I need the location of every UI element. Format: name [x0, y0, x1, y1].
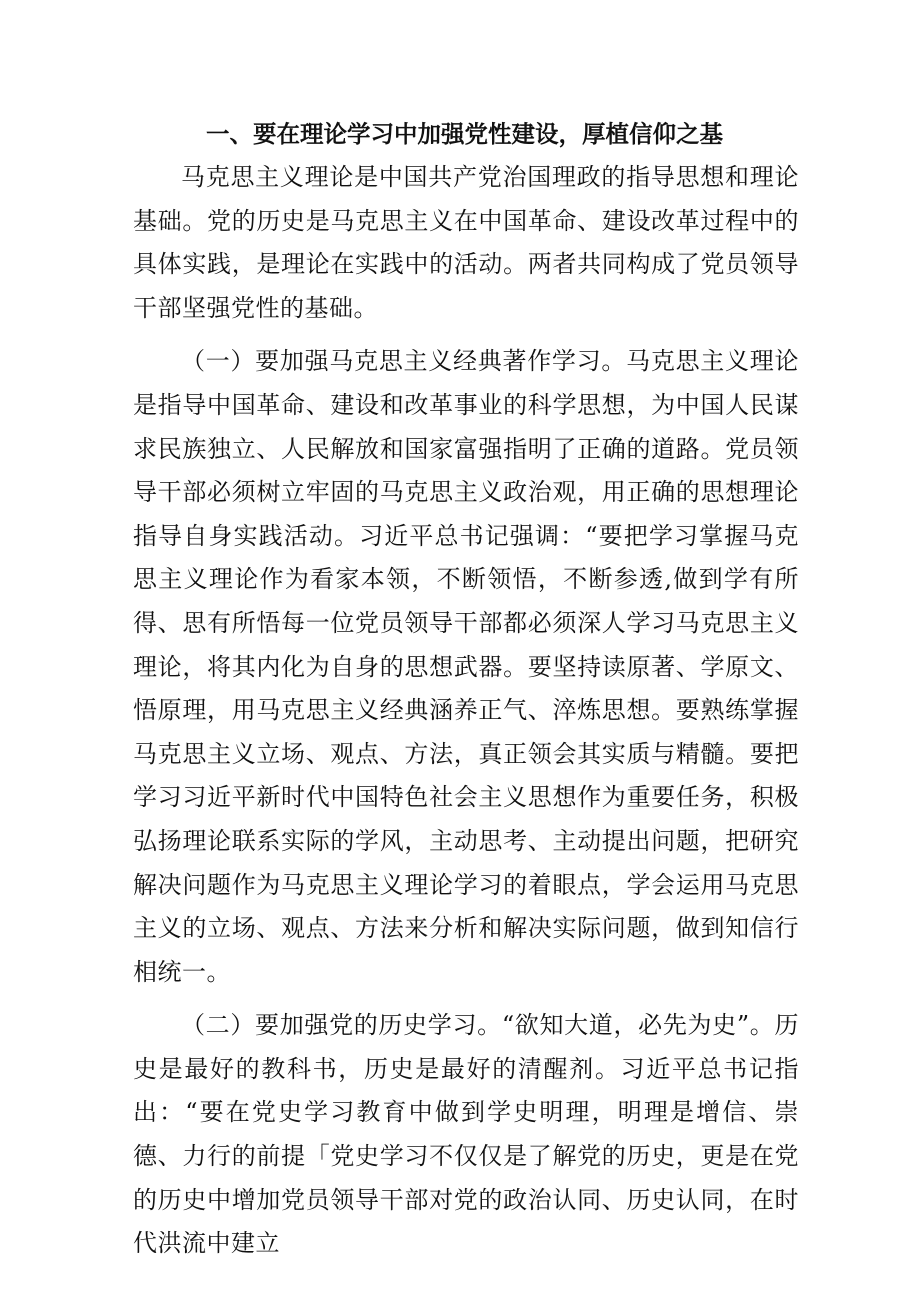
- paragraph-party-history: （二）要加强党的历史学习。“欲知大道，必先为史”。历史是最好的教科书，历史是最好的清醒剂。习近平总书记指出：“要在党史学习教育中做到学史明理，明理是增信、崇德、力行的前提「党史学习不仅仅是了解党的历史，更是在党的历史中增加党员领导干部对党的政治认同、历史认同，在时代洪流中建立: [133, 1011, 799, 1258]
- document-body: [133, 112, 799, 1266]
- section-heading: 一、要在理论学习中加强党性建设，厚植信仰之基: [206, 120, 723, 148]
- paragraph-marxism-study: （一）要加强马克思主义经典著作学习。马克思主义理论是指导中国革命、建设和改革事业的科学思想，为中国人民谋求民族独立、人民解放和国家富强指明了正确的道路。党员领导干部必须树立牢固的马克思主义政治观，用正确的思想理论指导自身实践活动。习近平总书记强调：“要把学习掌握马克思主义理论作为看家本领，不断领悟，不断参透,做到学有所得、思有所悟每一位党员领导干部都必须深人学习马克思主义理论，将其内化为自身的思想武器。要坚持读原著、学原文、悟原理，用马克思主义经典涵养正气、淬炼思想。要熟练掌握马克思主义立场、观点、方法，真正领会其实质与精髓。要把学习习近平新时代中国特色社会主义思想作为重要任务，积极弘扬理论联系实际的学风，主动思考、主动提出问题，把研究解决问题作为马克思主义理论学习的着眼点，学会运用马克思主义的立场、观点、方法来分析和解决实际问题，做到知信行相统一。: [133, 347, 799, 986]
- paragraph-intro: 马克思主义理论是中国共产党治国理政的指导思想和理论基础。党的历史是马克思主义在中国革命、建设改革过程中的具体实践，是理论在实践中的活动。两者共同构成了党员领导干部坚强党性的基础。: [133, 163, 799, 322]
